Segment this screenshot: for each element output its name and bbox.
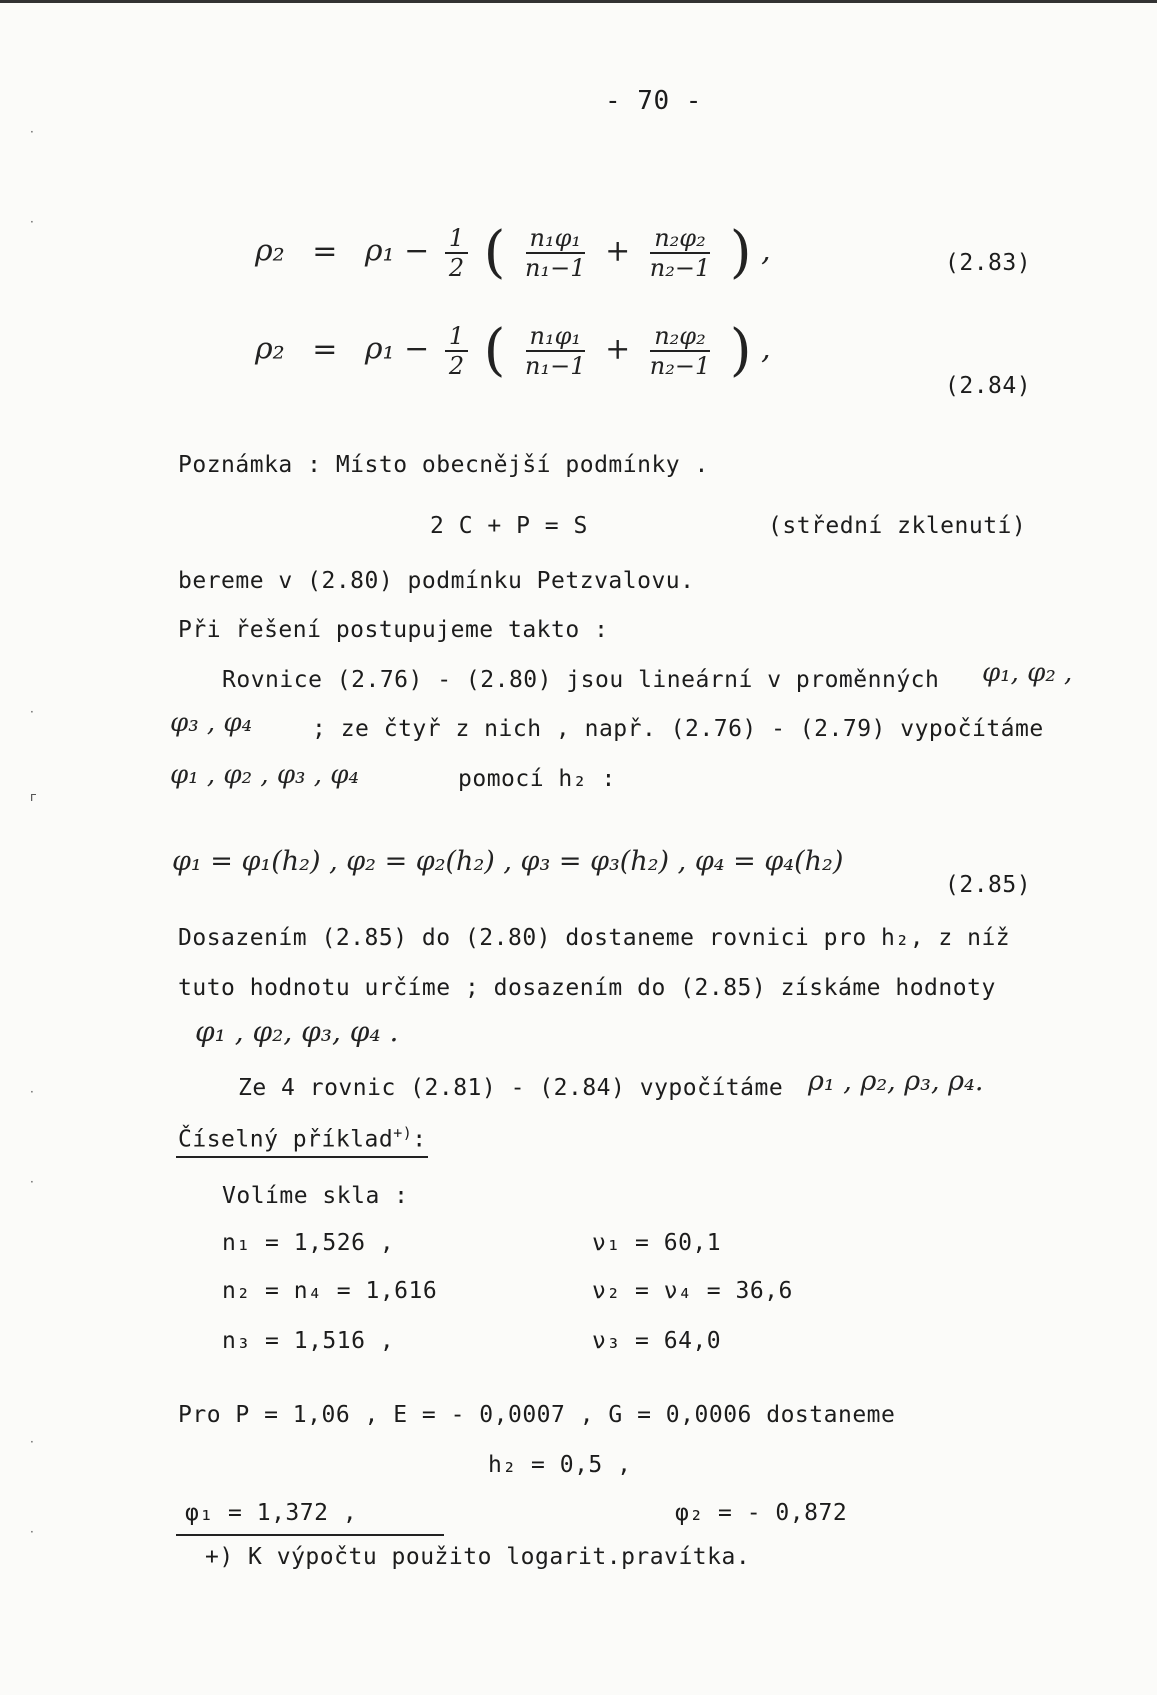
eq84-frac2: $\frac{\text{n₂φ₂}}{\text{n₂−1}}$ bbox=[649, 321, 711, 380]
right-paren: ) bbox=[729, 318, 752, 383]
pomoci-vars: φ₁ , φ₂ , φ₃ , φ₄ bbox=[170, 760, 359, 790]
eq83-label: (2.83) bbox=[945, 250, 1032, 276]
glass-v1: ν₁ = 60,1 bbox=[592, 1230, 722, 1256]
margin-mark: · bbox=[30, 1085, 34, 1099]
eq85-label: (2.85) bbox=[945, 872, 1032, 898]
heading-underline bbox=[176, 1156, 428, 1158]
left-paren: ( bbox=[483, 220, 506, 285]
equation-2-85: φ₁ = φ₁(h₂) , φ₂ = φ₂(h₂) , φ₃ = φ₃(h₂) , φ₄ = φ₄(h₂) bbox=[172, 846, 844, 877]
left-paren: ( bbox=[483, 318, 506, 383]
heading-colon: : bbox=[412, 1126, 427, 1153]
margin-mark: · bbox=[30, 1435, 34, 1449]
eq84-half: $\frac{1}{2}$ bbox=[445, 322, 468, 380]
text-h2: h₂ = 0,5 , bbox=[488, 1452, 632, 1478]
margin-mark: · bbox=[30, 1525, 34, 1539]
text-dosazenim-1: Dosazením (2.85) do (2.80) dostaneme rovnici pro h₂, z níž bbox=[178, 925, 1011, 951]
glass-n3: n₃ = 1,516 , bbox=[222, 1328, 395, 1354]
margin-mark: · bbox=[30, 215, 34, 229]
margin-mark: · bbox=[30, 125, 34, 139]
margin-mark: ᴦ bbox=[30, 790, 37, 804]
equation-2-83 bbox=[255, 220, 771, 285]
equation-2-84 bbox=[255, 318, 771, 383]
eq83-equals: = bbox=[312, 233, 338, 269]
footnote: +) K výpočtu použito logarit.pravítka. bbox=[205, 1544, 751, 1570]
text-pri-reseni: Při řešení postupujeme takto : bbox=[178, 617, 609, 643]
text-ze-ctyr: ; ze čtyř z nich , např. (2.76) - (2.79) vypočítáme bbox=[312, 716, 1044, 742]
top-border-line bbox=[0, 0, 1157, 3]
condition-equation: 2 C + P = S bbox=[430, 513, 588, 539]
heading-example bbox=[178, 1124, 427, 1153]
eq83-frac1: $\frac{\text{n₁φ₁}}{\text{n₁−1}}$ bbox=[525, 223, 586, 282]
eq83-half: $\frac{1}{2}$ bbox=[445, 224, 468, 282]
heading-footnote-mark: +) bbox=[393, 1124, 413, 1142]
margin-mark: · bbox=[30, 1175, 34, 1189]
note-line: Poznámka : Místo obecnější podmínky . bbox=[178, 452, 709, 478]
footnote-separator bbox=[176, 1534, 444, 1536]
eq84-label: (2.84) bbox=[945, 373, 1032, 399]
eq84-lhs: ρ₂ bbox=[255, 331, 285, 367]
rovnice-vars: φ₁, φ₂ , bbox=[982, 658, 1073, 688]
ze4-vars: ρ₁ , ρ₂, ρ₃, ρ₄. bbox=[808, 1066, 984, 1097]
eq83-plus: + bbox=[605, 233, 631, 269]
text-bereme: bereme v (2.80) podmínku Petzvalovu. bbox=[178, 568, 695, 594]
glass-n1: n₁ = 1,526 , bbox=[222, 1230, 395, 1256]
eq83-frac2: $\frac{\text{n₂φ₂}}{\text{n₂−1}}$ bbox=[649, 223, 711, 282]
text-volime: Volíme skla : bbox=[222, 1183, 409, 1209]
eq84-frac1: $\frac{\text{n₁φ₁}}{\text{n₁−1}}$ bbox=[525, 321, 586, 380]
text-ze-4-rovnic: Ze 4 rovnic (2.81) - (2.84) vypočítáme bbox=[238, 1075, 784, 1101]
right-paren: ) bbox=[729, 220, 752, 285]
phi2-value: φ₂ = - 0,872 bbox=[675, 1500, 848, 1526]
eq84-plus: + bbox=[605, 331, 631, 367]
ze-ctyr-vars: φ₃ , φ₄ bbox=[170, 708, 253, 738]
eq83-lhs: ρ₂ bbox=[255, 233, 285, 269]
phi1-value: φ₁ = 1,372 , bbox=[185, 1500, 358, 1526]
eq83-comma: , bbox=[761, 233, 771, 269]
eq84-equals: = bbox=[312, 331, 338, 367]
hodnoty-vars: φ₁ , φ₂, φ₃, φ₄ . bbox=[195, 1015, 399, 1048]
margin-mark: · bbox=[30, 705, 34, 719]
glass-v3: ν₃ = 64,0 bbox=[592, 1328, 722, 1354]
eq83-rho1: ρ₁ bbox=[364, 233, 395, 269]
condition-note: (střední zklenutí) bbox=[768, 513, 1027, 539]
page-number: - 70 - bbox=[605, 86, 702, 116]
text-pomoci: pomocí h₂ : bbox=[458, 766, 616, 792]
glass-v2: ν₂ = ν₄ = 36,6 bbox=[592, 1278, 793, 1304]
eq84-rho1: ρ₁ bbox=[364, 331, 395, 367]
eq84-minus: − bbox=[404, 331, 430, 367]
eq83-minus: − bbox=[404, 233, 430, 269]
text-dosazenim-2: tuto hodnotu určíme ; dosazením do (2.85) získáme hodnoty bbox=[178, 975, 996, 1001]
heading-text: Číselný příklad bbox=[178, 1126, 394, 1153]
text-pro: Pro P = 1,06 , E = - 0,0007 , G = 0,0006 dostaneme bbox=[178, 1402, 896, 1428]
text-rovnice: Rovnice (2.76) - (2.80) jsou lineární v proměnných bbox=[222, 667, 940, 693]
eq84-comma: , bbox=[761, 331, 771, 367]
glass-n2: n₂ = n₄ = 1,616 bbox=[222, 1278, 438, 1304]
